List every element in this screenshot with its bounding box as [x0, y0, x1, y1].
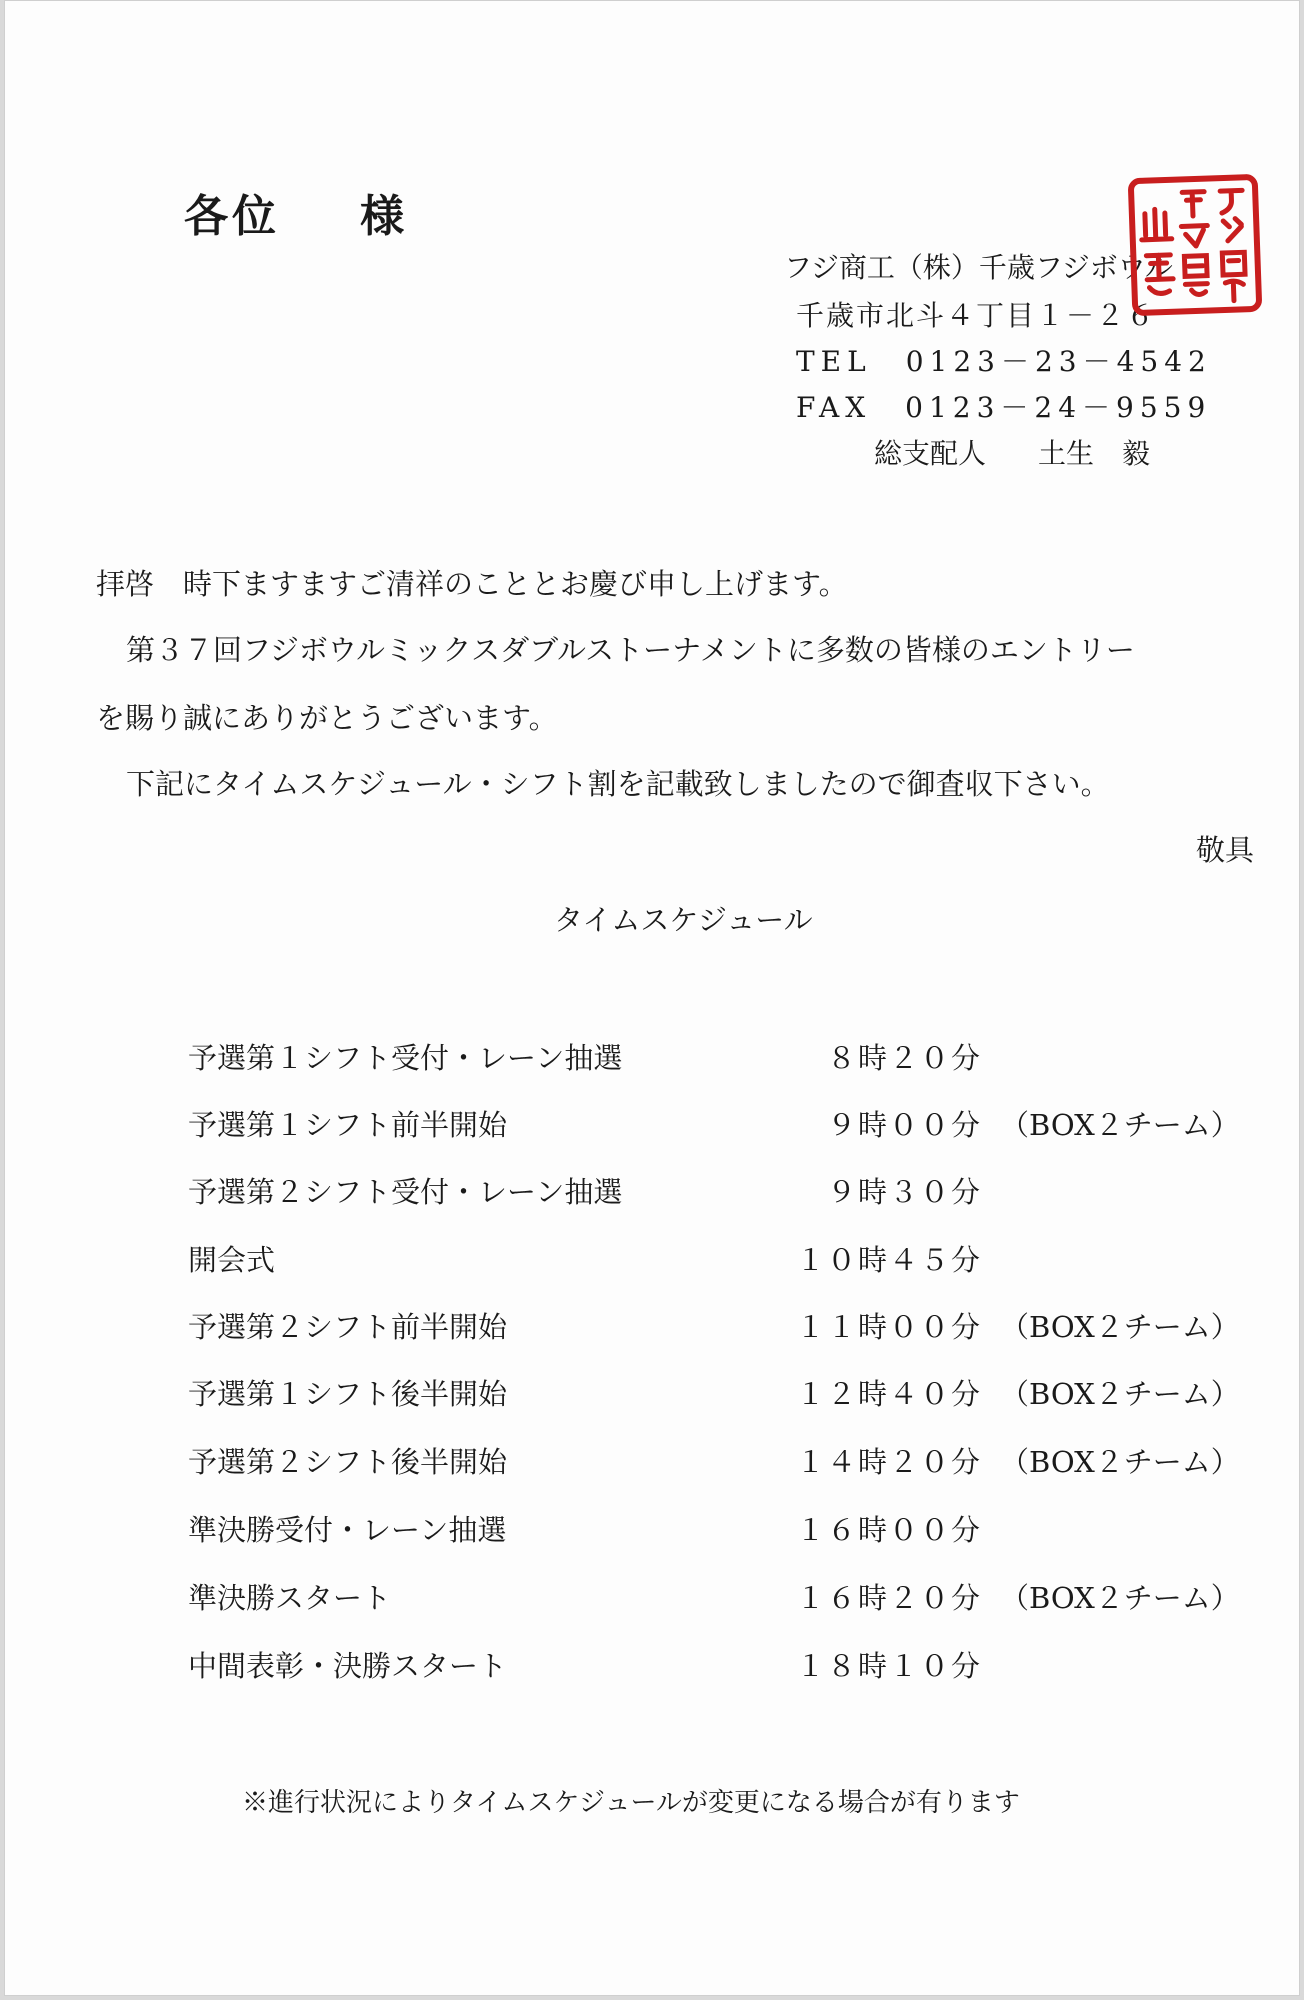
schedule-row-note: （BOX２チーム） — [1000, 1581, 1240, 1615]
company-seal-stamp — [1128, 174, 1263, 316]
schedule-row-note: （BOX２チーム） — [1000, 1445, 1240, 1479]
schedule-row-time: １６時２０分 — [795, 1581, 982, 1615]
seal-glyphs — [1134, 180, 1256, 310]
schedule-row-label: 予選第２シフト前半開始 — [188, 1310, 508, 1344]
closing-word: 敬具 — [1196, 833, 1255, 867]
salutation-recipient: 各位 — [184, 191, 280, 242]
schedule-row-time: ９時００分 — [826, 1108, 982, 1142]
schedule-row-label: 中間表彰・決勝スタート — [188, 1649, 508, 1683]
schedule-row-time: ９時３０分 — [826, 1175, 982, 1209]
paragraph-2: 下記にタイムスケジュール・シフト割を記載致しましたので御査収下さい。 — [126, 767, 1110, 801]
schedule-row-time: １２時４０分 — [795, 1377, 982, 1411]
schedule-row-label: 予選第１シフト後半開始 — [188, 1377, 508, 1411]
sender-manager — [874, 432, 1150, 472]
schedule-row-label: 準決勝スタート — [188, 1581, 392, 1615]
schedule-row-time: １１時００分 — [795, 1310, 982, 1344]
schedule-title: タイムスケジュール — [554, 903, 813, 937]
salutation — [184, 180, 408, 244]
schedule-row-label: 予選第１シフト前半開始 — [188, 1108, 508, 1142]
schedule-row-label: 予選第２シフト後半開始 — [188, 1445, 508, 1479]
schedule-row-time: １０時４５分 — [795, 1243, 982, 1277]
greeting-line: 拝啓 時下ますますご清祥のこととお慶び申し上げます。 — [96, 567, 848, 601]
sender-address: 千歳市北斗４丁目１－２６ — [796, 299, 1157, 332]
schedule-row-label: 予選第２シフト受付・レーン抽選 — [188, 1175, 623, 1209]
schedule-row-note: （BOX２チーム） — [1000, 1310, 1240, 1344]
schedule-footnote: ※進行状況によりタイムスケジュールが変更になる場合が有ります — [242, 1788, 1020, 1818]
schedule-row-note: （BOX２チーム） — [1000, 1108, 1240, 1142]
sender-tel: TEL 0123－23－4542 — [796, 345, 1212, 378]
schedule-row-label: 予選第１シフト受付・レーン抽選 — [188, 1041, 623, 1075]
sender-fax: FAX 0123－24－9559 — [796, 391, 1212, 424]
schedule-row-note: （BOX２チーム） — [1000, 1377, 1240, 1411]
schedule-row-time: １４時２０分 — [795, 1445, 982, 1479]
letter-page — [4, 0, 1300, 1996]
schedule-row-time: １６時００分 — [795, 1513, 982, 1547]
schedule-row-label: 準決勝受付・レーン抽選 — [188, 1513, 507, 1547]
schedule-row-time: ８時２０分 — [826, 1041, 982, 1075]
paragraph-1-line-2: を賜り誠にありがとうございます。 — [96, 701, 558, 735]
salutation-honorific: 様 — [360, 191, 408, 242]
schedule-row-label: 開会式 — [188, 1243, 276, 1277]
schedule-row-time: １８時１０分 — [795, 1649, 982, 1683]
paragraph-1-line-1: 第３７回フジボウルミックスダブルストーナメントに多数の皆様のエントリー — [126, 633, 1135, 667]
manager-title: 総支配人 — [874, 437, 987, 470]
manager-name: 土生 毅 — [1038, 437, 1151, 470]
sender-company: フジ商工（株）千歳フジボウル — [784, 251, 1173, 284]
